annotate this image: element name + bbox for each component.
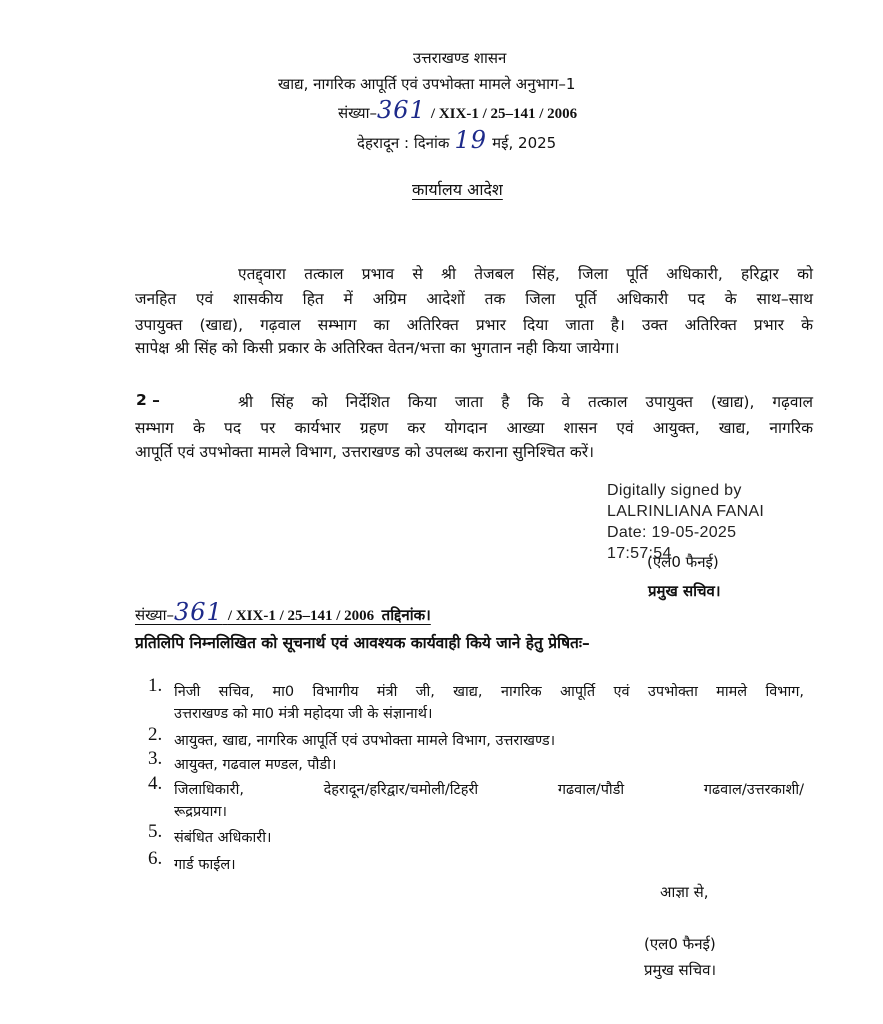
closing-signatory-designation: प्रमुख सचिव। bbox=[644, 961, 717, 979]
recipient-line: आयुक्त, गढवाल मण्डल, पौडी। bbox=[174, 757, 337, 773]
signatory-name: (एल0 फैनई) bbox=[647, 553, 719, 571]
para1-line-2: जनहित एवं शासकीय हित में अग्रिम आदेशों तक जिला पूर्ति अधिकारी पद के साथ–साथ bbox=[135, 290, 813, 308]
by-order-text: आज्ञा से, bbox=[660, 883, 709, 901]
issue-date bbox=[357, 126, 556, 156]
para2-line-2: सम्भाग के पद पर कार्यभार ग्रहण कर योगदान आख्या शासन एवं आयुक्त, खाद्य, नागरिक bbox=[135, 419, 813, 437]
reference-number bbox=[338, 96, 577, 126]
dsig-time: 17:57:54 bbox=[607, 545, 672, 562]
ref-prefix: संख्या– bbox=[338, 104, 378, 122]
copy-reference-number bbox=[135, 598, 431, 628]
government-name: उत्तराखण्ड शासन bbox=[413, 49, 507, 67]
copy-ref-prefix: संख्या– bbox=[135, 606, 175, 624]
order-title: कार्यालय आदेश bbox=[412, 180, 503, 199]
copy-ref-handwritten-number: 361 bbox=[174, 598, 223, 626]
date-handwritten-day: 19 bbox=[454, 126, 488, 154]
para2-number: 2 – bbox=[136, 391, 160, 409]
ref-suffix: / XIX-1 / 25–141 / 2006 bbox=[430, 106, 578, 122]
recipient-line-continued: उत्तराखण्ड को मा0 मंत्री महोदया जी के संज्ञानार्थ। bbox=[174, 706, 433, 722]
copy-intro: प्रतिलिपि निम्नलिखित को सूचनार्थ एवं आवश्यक कार्यवाही किये जाने हेतु प्रेषितः– bbox=[135, 634, 590, 652]
recipient-line: जिलाधिकारी, देहरादून/हरिद्वार/चमोली/टिहरी गढवाल/पौडी गढवाल/उत्तरकाशी/ bbox=[174, 782, 804, 798]
dsig-line-1: Digitally signed by bbox=[607, 482, 742, 499]
recipient-line-continued: रूद्रप्रयाग। bbox=[174, 804, 228, 820]
para2-line-3: आपूर्ति एवं उपभोक्ता मामले विभाग, उत्तराखण्ड को उपलब्ध कराना सुनिश्चित करें। bbox=[135, 443, 594, 461]
copy-ref-suffix: / XIX-1 / 25–141 / 2006 तद्दिनांक। bbox=[227, 608, 431, 624]
para1-line-3: उपायुक्त (खाद्य), गढ़वाल सम्भाग का अतिरिक्त प्रभार दिया जाता है। उक्त अतिरिक्त प्रभार के bbox=[135, 316, 813, 334]
recipient-number: 6. bbox=[148, 848, 163, 869]
para1-line-1: एतद्द्वारा तत्काल प्रभाव से श्री तेजबल सिंह, जिला पूर्ति अधिकारी, हरिद्वार को bbox=[238, 265, 813, 283]
recipient-number: 4. bbox=[148, 773, 163, 794]
dsig-signer-name: LALRINLIANA FANAI bbox=[607, 503, 765, 520]
department-name: खाद्य, नागरिक आपूर्ति एवं उपभोक्ता मामले अनुभाग–1 bbox=[278, 75, 576, 93]
recipient-number: 5. bbox=[148, 821, 163, 842]
recipient-line: गार्ड फाईल। bbox=[174, 857, 236, 873]
recipient-line: संबंधित अधिकारी। bbox=[174, 830, 272, 846]
para2-line-1: श्री सिंह को निर्देशित किया जाता है कि वे तत्काल उपायुक्त (खाद्य), गढ़वाल bbox=[238, 393, 813, 411]
ref-handwritten-number: 361 bbox=[377, 96, 426, 124]
recipient-number: 1. bbox=[148, 675, 163, 696]
closing-signatory-name: (एल0 फैनई) bbox=[644, 935, 716, 953]
signatory-designation: प्रमुख सचिव। bbox=[648, 582, 721, 600]
recipient-line: आयुक्त, खाद्य, नागरिक आपूर्ति एवं उपभोक्ता मामले विभाग, उत्तराखण्ड। bbox=[174, 733, 556, 749]
recipient-line: निजी सचिव, मा0 विभागीय मंत्री जी, खाद्य, नागरिक आपूर्ति एवं उपभोक्ता मामले विभाग, bbox=[174, 684, 804, 700]
dsig-date: Date: 19-05-2025 bbox=[607, 524, 737, 541]
date-prefix: देहरादून : दिनांक bbox=[357, 134, 450, 152]
date-suffix: मई, 2025 bbox=[492, 134, 557, 152]
recipient-number: 2. bbox=[148, 724, 163, 745]
para1-line-4: सापेक्ष श्री सिंह को किसी प्रकार के अतिरिक्त वेतन/भत्ता का भुगतान नही किया जायेगा। bbox=[135, 339, 620, 357]
recipient-number: 3. bbox=[148, 748, 163, 769]
